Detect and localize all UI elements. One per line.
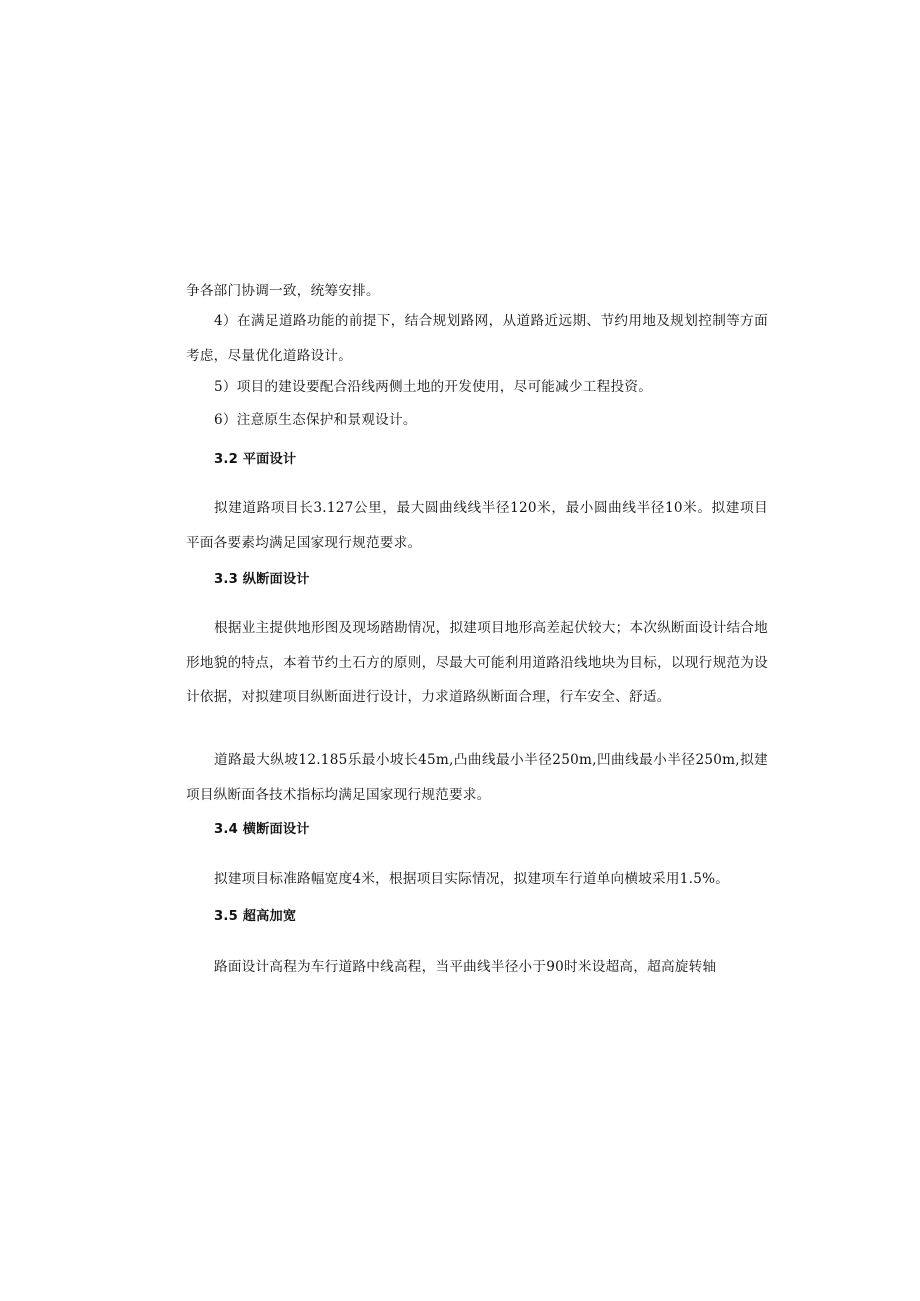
paragraph-3-3-b: 道路最大纵坡12.185乐最小坡长45m,凸曲线最小半径250m,凹曲线最小半径250m,拟建项目纵断面各技术指标均满足国家现行规范要求。 bbox=[186, 752, 768, 803]
paragraph-3-4: 拟建项目标准路幅宽度4米，根据项目实际情况，拟建项车行道单向横坡采用1.5%。 bbox=[214, 871, 730, 887]
paragraph-continuation: 争各部门协调一致，统筹安排。 bbox=[186, 283, 380, 299]
section-heading-3-2: 3.2 平面设计 bbox=[214, 452, 297, 467]
section-heading-3-5: 3.5 超高加宽 bbox=[214, 909, 297, 924]
paragraph-3-5: 路面设计高程为车行道路中线高程，当平曲线半径小于90时米设超高，超高旋转轴 bbox=[214, 959, 717, 975]
section-heading-3-4: 3.4 横断面设计 bbox=[214, 822, 310, 837]
section-heading-3-3: 3.3 纵断面设计 bbox=[214, 572, 310, 587]
paragraph-item-6: 6）注意原生态保护和景观设计。 bbox=[214, 412, 417, 428]
paragraph-3-2: 拟建道路项目长3.127公里，最大圆曲线线半径120米，最小圆曲线半径10米。拟建项目平面各要素均满足国家现行规范要求。 bbox=[186, 500, 768, 551]
paragraph-item-5: 5）项目的建设要配合沿线两侧土地的开发使用，尽可能减少工程投资。 bbox=[214, 379, 653, 395]
paragraph-item-4: 4）在满足道路功能的前提下，结合规划路网，从道路近远期、节约用地及规划控制等方面考虑，尽量优化道路设计。 bbox=[186, 313, 768, 364]
paragraph-3-3-a: 根据业主提供地形图及现场踏勘情况，拟建项目地形高差起伏较大；本次纵断面设计结合地形地貌的特点，本着节约土石方的原则，尽最大可能利用道路沿线地块为目标，以现行规范为设计依据，对拟建项目纵断面进行设计，力求道路纵断面合理，行车安全、舒适。 bbox=[186, 620, 768, 705]
